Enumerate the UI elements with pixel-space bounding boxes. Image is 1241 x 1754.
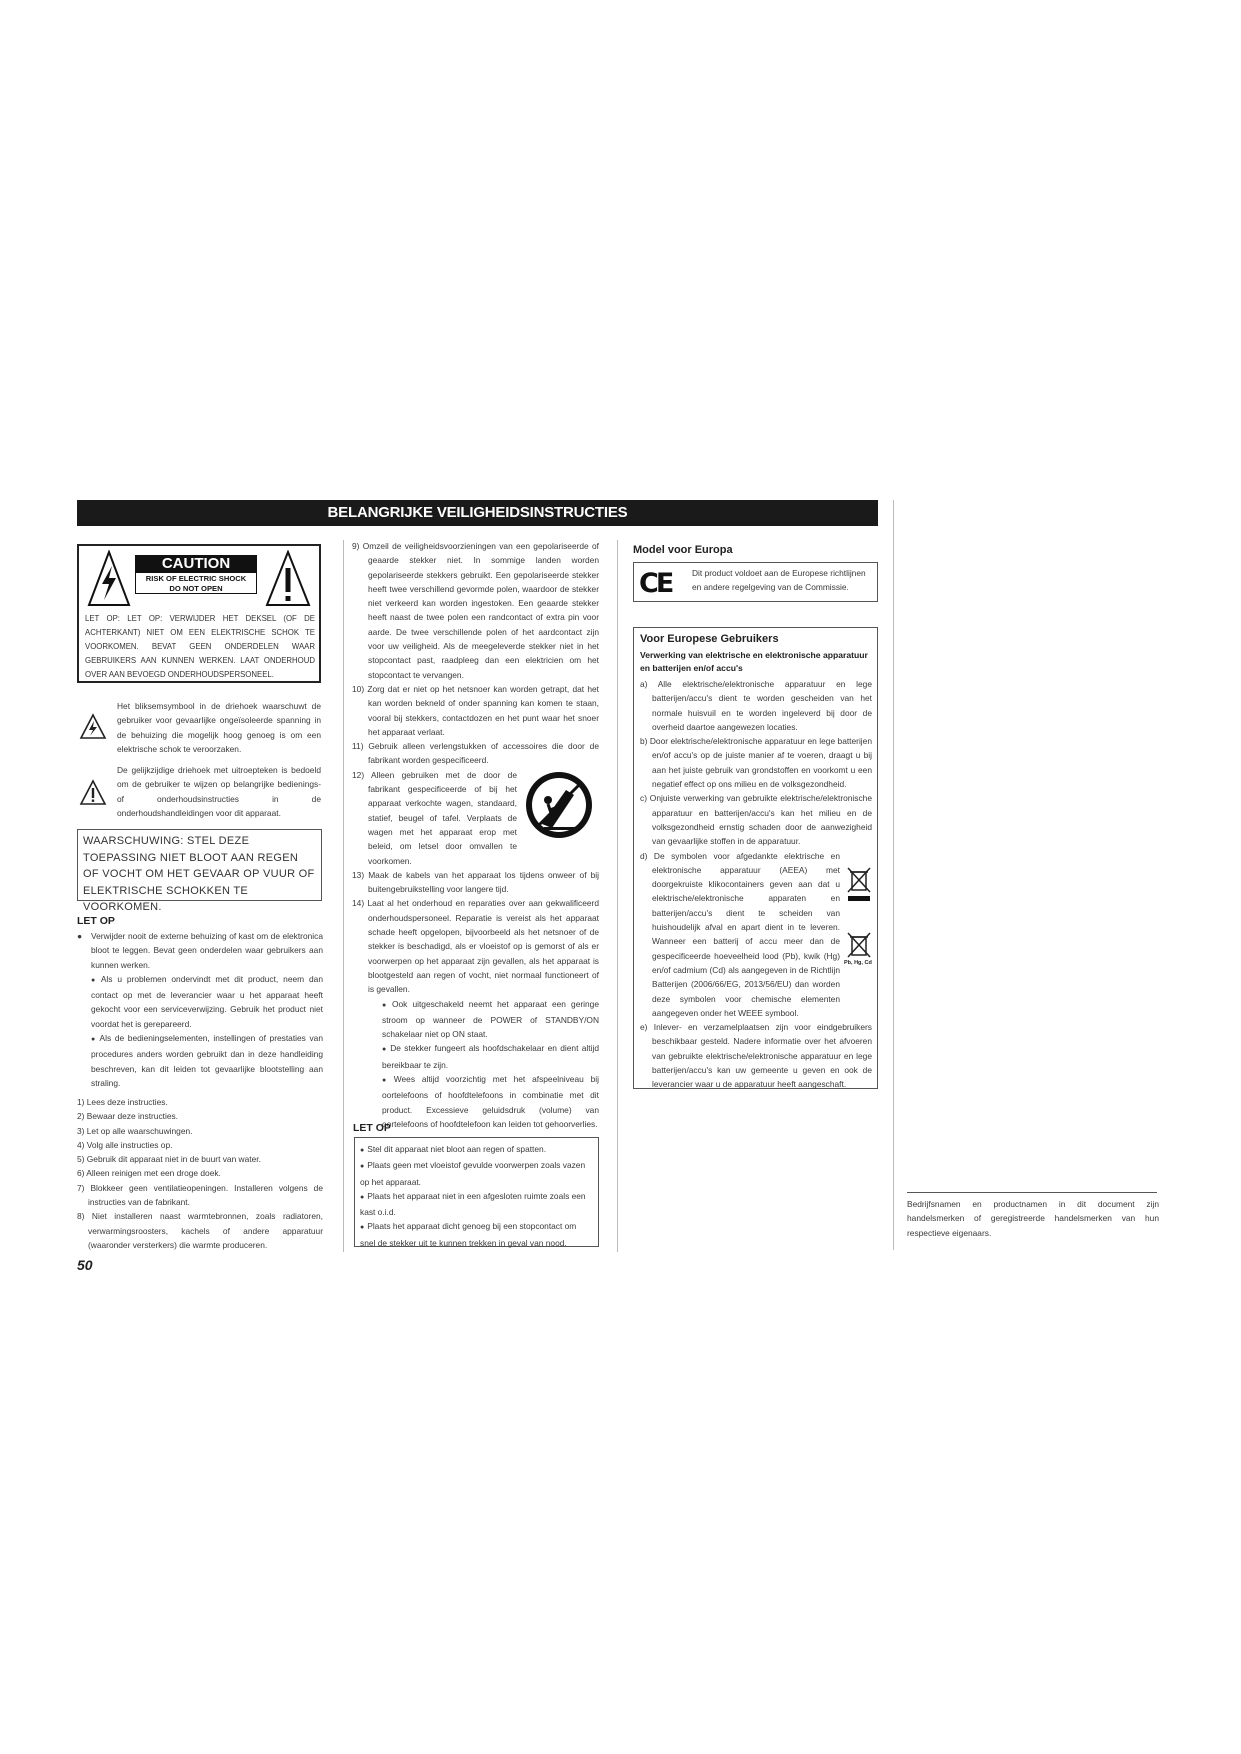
exclamation-triangle-icon	[79, 779, 107, 807]
page-number: 50	[77, 1257, 93, 1273]
instruction-item: 10) Zorg dat er niet op het netsnoer kan worden getrapt, dat het kan worden bekneld of onder spanning kan komen te staan, vooral bij stekkers, contactdozen en het punt waar het snoer het apparaat verlaat.	[352, 683, 599, 737]
caution-label-box	[77, 544, 321, 683]
instruction-item: 4) Volg alle instructies op.	[77, 1139, 173, 1150]
instruction-item: 6) Alleen reinigen met een droge doek.	[77, 1168, 221, 1179]
eu-users-subheading: Verwerking van elektrische en elektronische apparatuur en batterijen en/of accu's	[640, 650, 868, 673]
instruction-item: 2) Bewaar deze instructies.	[77, 1111, 179, 1122]
letop-list-1	[77, 929, 323, 1090]
caution-line-2: DO NOT OPEN	[169, 584, 223, 593]
letop-item: ● Verwijder nooit de externe behuizing of kast om de elektronica bloot te leggen. Bevat geen onderdelen waar gebruikers aan kunnen werken.	[77, 931, 323, 970]
caution-subtitle	[135, 572, 257, 594]
numbered-instructions-left	[77, 1095, 323, 1252]
instruction-item: 11) Gebruik alleen verlengstukken of accessoires die door de fabrikant worden gespecificeerd.	[352, 741, 599, 766]
ce-text: Dit product voldoet aan de Europese richtlijnen en andere regelgeving van de Commissie.	[692, 568, 866, 592]
eu-users-list	[640, 677, 872, 1092]
letop-item: ● Als u problemen ondervindt met dit product, neem dan contact op met de leverancier waar u het apparaat heeft gekocht voor een serviceverwijzing. Gebruik het product niet voordat het is gerepareerd.	[77, 972, 323, 1031]
letop-item: ● Als de bedieningselementen, instellingen of prestaties van procedures anders worden gebruikt dan in deze handleiding beschreven, kan dit leiden tot gevaarlijke blootstelling aan straling.	[77, 1031, 323, 1090]
instruction-item: 5) Gebruik dit apparaat niet in de buurt van water.	[77, 1154, 261, 1165]
letop-item: ● Stel dit apparaat niet bloot aan regen of spatten.	[360, 1142, 593, 1158]
instruction-item: 13) Maak de kabels van het apparaat los tijdens onweer of bij buitengebruikstelling voor langere tijd.	[352, 869, 599, 895]
column-divider	[617, 540, 618, 1252]
letop-item: ● Plaats het apparaat niet in een afgesloten ruimte zoals een kast o.i.d.	[360, 1189, 593, 1220]
instruction-item: 8) Niet installeren naast warmtebronnen, zoals radiatoren, verwarmingsroosters, kachels of andere apparatuur (waaronder versterkers) die warmte produceren.	[77, 1211, 323, 1250]
eu-item: b) Door elektrische/elektronische apparatuur en lege batterijen en/of accu's op de juiste manier af te voeren, draagt u bij aan het juiste gebruik van grondstoffen en voorkomt u een negatief effect op ons milieu en de volksgezondheid.	[640, 736, 872, 790]
caution-text: LET OP: LET OP: VERWIJDER HET DEKSEL (OF DE ACHTERKANT) NIET OM EEN ELEKTRISCHE SCHOK TE VOORKOMEN. BEVAT GEEN ONDERDELEN WAAR GEBRUIKERS AAN KUNNEN WERKEN. LAAT ONDERHOUD OVER AAN BEVOEGD ONDERHOUDSPERSONEEL.	[85, 614, 315, 679]
instruction-item: 1) Lees deze instructies.	[77, 1097, 168, 1107]
lightning-warning-icon	[87, 550, 131, 608]
letop-list-2	[354, 1137, 599, 1247]
eu-item: d) De symbolen voor afgedankte elektrische en elektronische apparatuur (AEEA) met doorgekruiste klikocontainers geven aan dat u elektrische/elektronische apparaten en batterijen/accu's dient te scheiden van huishoudelijk afval en apart dient in te leveren. Wanneer een batterij of accu meer dan de gespecificeerde hoeveelheid lood (Pb), kwik (Hg) en/of cadmium (Cd) als aangegeven in de Richtlijn Batterijen (2006/66/EG, 2013/56/EU) dan worden deze symbolen voor chemische elementen aangegeven onder het WEEE symbool.	[640, 850, 840, 1018]
lightning-symbol-text: Het bliksemsymbool in de driehoek waarschuwt de gebruiker voor gevaarlijke ongeïsoleerde spanning in de behuizing die mogelijk hoog genoeg is om een elektrische schok te veroorzaken.	[117, 701, 321, 754]
instruction-item: 14) Laat al het onderhoud en reparaties over aan gekwalificeerd onderhoudspersoneel. Reparatie is vereist als het apparaat schade heeft opgelopen, bijvoorbeeld als het netsnoer of de stekker is beschadigd, als er vloeistof op is gemorst of als er voorwerpen op het apparaat zijn gevallen, als het apparaat is blootgesteld aan regen of vocht, niet normaal functioneert of is gevallen.	[352, 898, 599, 995]
caution-title: CAUTION	[135, 555, 257, 572]
eu-item: a) Alle elektrische/elektronische apparatuur en lege batterijen/accu's dient te worden gescheiden van het normale huisvuil en te worden ingeleverd bij door de overheid daartoe aangewezen locaties.	[640, 679, 872, 732]
eu-users-box	[633, 627, 878, 1089]
mid-bullet-list	[352, 997, 599, 1132]
bullet-item: ● De stekker fungeert als hoofdschakelaar en dient altijd bereikbaar te zijn.	[382, 1041, 599, 1072]
instruction-item: 3) Let op alle waarschuwingen.	[77, 1125, 193, 1136]
instruction-item: 12) Alleen gebruiken met de door de fabrikant gespecificeerde of bij het apparaat verkochte wagen, standaard, statief, beugel of tafel. Verplaats de wagen met het apparaat erop met beleid, om letsel door omvallen te voorkomen.	[352, 769, 517, 866]
caution-line-1: RISK OF ELECTRIC SHOCK	[145, 574, 247, 583]
instruction-item: 7) Blokkeer geen ventilatieopeningen. Installeren volgens de instructies van de fabrikant.	[77, 1182, 323, 1208]
ce-conformity-box	[633, 562, 878, 602]
model-europe-heading: Model voor Europa	[633, 544, 733, 556]
letop-heading-1: LET OP	[77, 915, 115, 927]
letop-item: ● Plaats het apparaat dicht genoeg bij een stopcontact om snel de stekker uit te kunnen trekken in geval van nood.	[360, 1219, 593, 1250]
weee-battery-bin-icon	[846, 931, 872, 959]
page-divider	[893, 500, 894, 1250]
section-title-banner: BELANGRIJKE VEILIGHEIDSINSTRUCTIES	[77, 500, 878, 526]
letop-item: ● Plaats geen met vloeistof gevulde voorwerpen zoals vazen op het apparaat.	[360, 1158, 593, 1189]
trademark-note: Bedrijfsnamen en productnamen in dit document zijn handelsmerken of geregistreerde handelsmerken van hun respectieve eigenaars.	[907, 1199, 1159, 1238]
exclamation-symbol-text: De gelijkzijdige driehoek met uitroepteken is bedoeld om de gebruiker te wijzen op belangrijke bedienings- of onderhoudsinstructies in de onderhoudshandleidingen voor dit apparaat.	[117, 765, 321, 818]
exclamation-warning-icon	[265, 550, 311, 608]
ce-mark-icon: CE	[639, 568, 672, 599]
weee-bin-icon	[846, 866, 872, 902]
letop-heading-2: LET OP	[353, 1122, 391, 1134]
eu-item: c) Onjuiste verwerking van gebruikte elektrische/elektronische apparatuur en batterijen/accu's kan het milieu en de volksgezondheid ernstig schaden door de aanwezigheid van gevaarlijke stoffen in de apparatuur.	[640, 793, 872, 847]
cart-tipover-warning-icon	[524, 770, 594, 840]
eu-item: e) Inlever- en verzamelplaatsen zijn voor eindgebruikers beschikbaar gesteld. Nadere informatie over het afvoeren van gebruikte elektrische/elektronische apparatuur en lege batterijen/accu's kan uw gemeente u geven en ook de leverancier waar u de apparatuur heeft aangeschaft.	[640, 1022, 872, 1090]
bullet-item: ● Wees altijd voorzichtig met het afspeelniveau bij oortelefoons of hoofdtelefoons in combinatie met dit product. Excessieve geluidsdruk (volume) van oortelefoons of hoofdtelefoon kan leiden tot gehoorverlies.	[382, 1072, 599, 1131]
moisture-warning-box: WAARSCHUWING: STEL DEZE TOEPASSING NIET BLOOT AAN REGEN OF VOCHT OM HET GEVAAR OP VUUR OF ELEKTRISCHE SCHOKKEN TE VOORKOMEN.	[77, 829, 322, 901]
column-divider	[343, 540, 344, 1252]
lightning-triangle-icon	[79, 713, 107, 741]
bullet-item: ● Ook uitgeschakeld neemt het apparaat een geringe stroom op wanneer de POWER of STANDBY/ON schakelaar niet op ON staat.	[382, 997, 599, 1042]
instruction-item: 9) Omzeil de veiligheidsvoorzieningen van een gepolariseerde of geaarde stekker niet. In sommige landen worden gepolariseerde stekkers gebruikt. Een gepolariseerde stekker heeft twee verschillend gevormde polen, waardoor de stekker niet verkeerd kan worden ingestoken. Een geaarde stekker heeft naast de twee polen een randcontact of extra pin voor aarde. De twee verschillende polen of het aardcontact zijn voor uw veiligheid. Als de meegeleverde stekker niet in het stopcontact past, raadpleeg dan een elektricien om het stopcontact te vervangen.	[352, 541, 599, 680]
eu-users-heading: Voor Europese Gebruikers	[640, 633, 779, 645]
footer-rule	[907, 1192, 1157, 1193]
chem-elements-label: Pb, Hg, Cd	[844, 960, 872, 966]
